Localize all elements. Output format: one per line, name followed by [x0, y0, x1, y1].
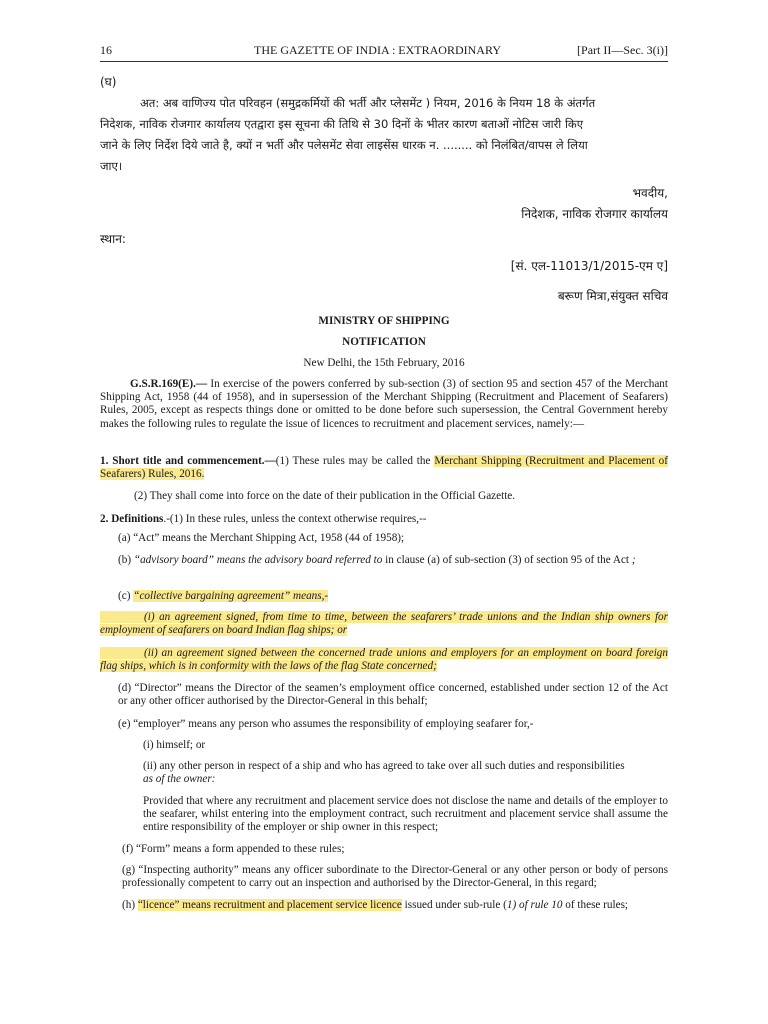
hindi-signature [100, 183, 668, 225]
notification-date: New Delhi, the 15th February, 2016 [303, 357, 465, 369]
definition-e-i: (i) himself; or [143, 739, 206, 751]
rule-1-heading: 1. Short title and commencement.— [100, 455, 276, 467]
definition-d: (d) “Director” means the Director of the seamen’s employment office concerned, established under section 12 of the Act or any other officer authorised by the Director-General in this behalf; [118, 682, 668, 708]
hindi-line-1: अत: अब वाणिज्य पोत परिवहन (समुद्रकर्मियों की भर्ती और प्लेसमेंट ) नियम, 2016 के नियम 18 के अंतर्गत [140, 96, 596, 110]
definition-e-ii: (ii) any other person in respect of a ship and who has agreed to take over all such duties and responsibilities as of the owner: [143, 760, 625, 786]
definition-a: (a) “Act” means the Merchant Shipping Act, 1958 (44 of 1958); [118, 532, 405, 544]
ministry-heading: MINISTRY OF SHIPPING [318, 315, 450, 327]
rule-1-sub-2: (2) They shall come into force on the date of their publication in the Official Gazette. [134, 490, 516, 502]
definition-c-ii: (ii) an agreement signed between the concerned trade unions and employers for an employment on board foreign flag ships, which is in conformity with the laws of the flag State concerned; [100, 647, 668, 673]
definition-h-highlight: “licence” means recruitment and placement service licence [137, 899, 402, 911]
running-header [100, 43, 668, 57]
rule-1-text: (1) These rules may be called the [275, 455, 435, 467]
gazette-title: THE GAZETTE OF INDIA : EXTRAORDINARY [254, 43, 501, 57]
hindi-sign-line-2: निदेशक, नाविक रोजगार कार्यालय [521, 207, 668, 221]
definition-c-highlight: “collective bargaining agreement” means,- [133, 590, 329, 602]
gazette-part: [Part II—Sec. 3(i)] [577, 43, 668, 57]
gsr-paragraph [100, 378, 668, 431]
page-number: 16 [100, 43, 112, 57]
definition-g: (g) “Inspecting authority” means any officer subordinate to the Director-General or any other person or body of persons professionally competent to carry out an inspection and authorised by the Director-General, in this regard; [122, 864, 668, 890]
rule-2-intro-text: .-(1) In these rules, unless the context otherwise requires,-- [163, 513, 427, 525]
definition-h: (h) “licence” means recruitment and placement service licence issued under sub-rule (1) of rule 10 of these rules; [122, 899, 629, 911]
hindi-marker: (घ) [100, 75, 117, 89]
gsr-number: G.S.R.169(E).— [130, 378, 208, 390]
notification-heading: NOTIFICATION [342, 336, 426, 348]
rule-2-intro [100, 513, 668, 526]
hindi-sign-line-1: भवदीय, [632, 186, 668, 200]
definition-f: (f) “Form” means a form appended to these rules; [122, 843, 345, 855]
hindi-ref-number: [सं. एल-11013/1/2015-एम ए] [510, 259, 668, 273]
definition-e: (e) “employer” means any person who assumes the responsibility of employing seafarer for,- [118, 718, 534, 730]
rule-1-title-highlight: Merchant Shipping (Recruitment and Placement of Seafarers) Rules, 2016. [100, 455, 669, 481]
definition-c-i: (i) an agreement signed, from time to time, between the seafarers’ trade unions and the Indian ship owners for employment of seafarers on board Indian flag ships; or [100, 611, 668, 637]
header-rule [100, 61, 668, 62]
hindi-section [100, 72, 668, 177]
gsr-text: In exercise of the powers conferred by sub-section (3) of section 95 and section 457 of the Merchant Shipping Act, 1958 (44 of 1958), and in supersession of the Merchant Shipping (Recruitment and Placement of Seafarers) Rules, 2005, except as respects things done or omitted to be done before such supersession, the Central Government hereby makes the following rules to regulate the issue of licences to recruitment and placement services, namely:— [100, 378, 668, 430]
hindi-line-4: जाए। [100, 159, 123, 173]
hindi-line-2: निदेशक, नाविक रोजगार कार्यालय एतद्वारा इस सूचना की तिथि से 30 दिनों के भीतर कारण बताओं नोटिस जारी किए [100, 117, 584, 131]
proviso: Provided that where any recruitment and placement service does not disclose the name and details of the employer to the seafarer, whilst entering into the employment contract, such recruitment and placement service shall assume the entire responsibility of the employer or ship owner in this respect; [143, 795, 668, 834]
hindi-place: स्थान: [100, 232, 126, 246]
hindi-officer: बरूण मित्रा,संयुक्त सचिव [557, 289, 668, 303]
definition-c: (c) “collective bargaining agreement” means,- [118, 590, 329, 602]
hindi-line-3: जाने के लिए निर्देश दिये जाते है, क्यों न भर्ती और पलेसमेंट सेवा लाइसेंस धारक न. ........ को निलंबित/वापस ले लिया [100, 138, 588, 152]
rule-2-heading: 2. Definitions [100, 513, 164, 525]
definition-b: (b) “advisory board” means the advisory board referred to in clause (a) of sub-section (3) of section 95 of the Act ; [118, 554, 636, 566]
rule-1 [100, 455, 668, 481]
